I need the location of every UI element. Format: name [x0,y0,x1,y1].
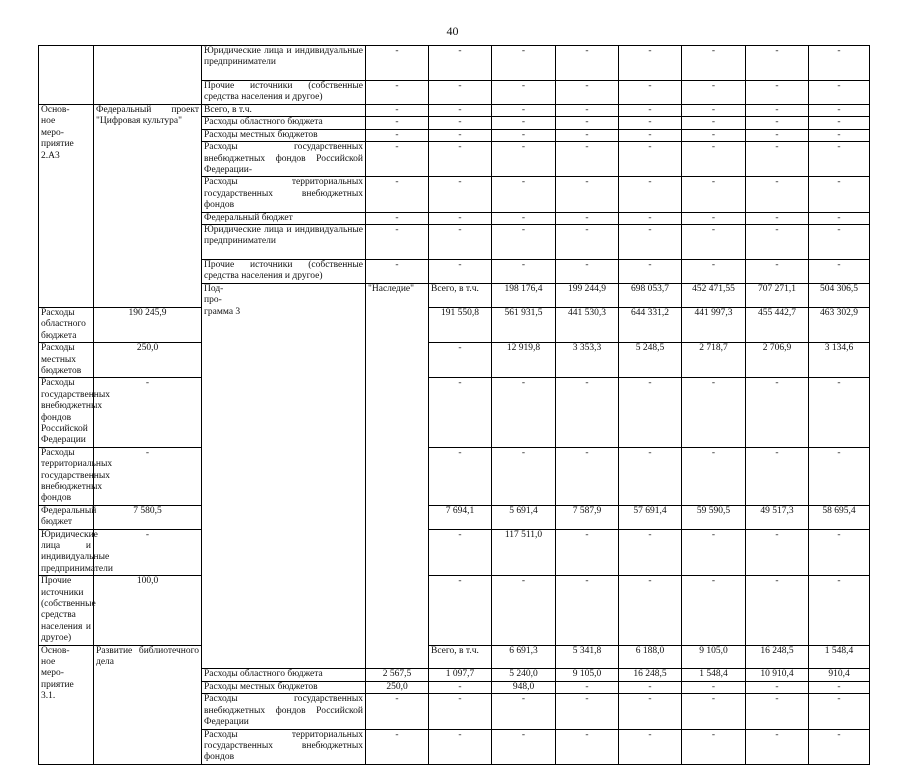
value-cell: - [492,576,556,645]
value-cell: - [682,529,746,576]
value-cell: 948,0 [492,681,556,693]
value-cell: - [682,225,746,260]
value-cell: - [556,576,619,645]
value-cell: 644 331,2 [619,307,682,342]
value-cell: - [746,694,809,729]
value-cell: - [366,105,429,117]
value-cell: - [556,447,619,505]
value-cell: - [492,177,556,212]
value-cell: - [94,529,202,576]
value-cell: - [682,117,746,129]
value-cell: 7 694,1 [429,505,492,529]
value-cell: 5 240,0 [492,669,556,681]
value-cell: - [619,681,682,693]
value-cell: - [746,105,809,117]
value-cell: 9 105,0 [556,669,619,681]
value-cell: - [682,447,746,505]
value-cell: 57 691,4 [619,505,682,529]
value-cell: - [492,212,556,224]
funding-source-cell: Расходы местных бюджетов [202,129,366,141]
value-cell: - [366,694,429,729]
value-cell: 190 245,9 [94,307,202,342]
program-name-cell: Развитие библиотечного дела [94,645,202,764]
value-cell: - [556,681,619,693]
value-cell: 12 919,8 [492,343,556,378]
value-cell: - [429,81,492,105]
value-cell: - [366,177,429,212]
value-cell: - [809,46,870,81]
value-cell: - [492,105,556,117]
value-cell: - [682,142,746,177]
program-code-cell: Под- про- грамма 3 [202,284,366,669]
value-cell: - [492,260,556,284]
value-cell: - [94,447,202,505]
value-cell: - [619,212,682,224]
value-cell: - [809,447,870,505]
value-cell: - [809,529,870,576]
funding-source-cell: Расходы государственных внебюджетных фондов Российской Федерации [202,694,366,729]
table-row [39,505,870,529]
value-cell: - [429,212,492,224]
value-cell: 10 910,4 [746,669,809,681]
value-cell: - [556,729,619,764]
funding-source-cell: Расходы территориальных государственных внебюджетных фондов [39,447,94,505]
funding-source-cell: Расходы территориальных государственных внебюджетных фондов [202,729,366,764]
value-cell: - [492,81,556,105]
value-cell: - [429,681,492,693]
value-cell: - [556,529,619,576]
value-cell: - [809,212,870,224]
funding-source-cell: Расходы областного бюджета [202,117,366,129]
value-cell: - [492,46,556,81]
value-cell: 7 587,9 [556,505,619,529]
value-cell: 455 442,7 [746,307,809,342]
value-cell: - [429,378,492,447]
value-cell: - [556,105,619,117]
value-cell: 59 590,5 [682,505,746,529]
value-cell: - [682,81,746,105]
value-cell: - [619,81,682,105]
value-cell: - [429,142,492,177]
value-cell: - [682,694,746,729]
program-name-cell: Федеральный проект "Цифровая культура" [94,105,202,308]
value-cell: - [429,447,492,505]
value-cell: - [492,447,556,505]
value-cell: 561 931,5 [492,307,556,342]
value-cell: - [366,260,429,284]
value-cell: 6 691,3 [492,645,556,669]
value-cell: - [366,212,429,224]
value-cell: - [366,81,429,105]
value-cell: - [619,105,682,117]
value-cell: - [429,117,492,129]
value-cell: 1 548,4 [682,669,746,681]
funding-source-cell: Расходы местных бюджетов [202,681,366,693]
value-cell: 198 176,4 [492,284,556,308]
table-row [39,105,870,117]
value-cell: - [429,260,492,284]
funding-source-cell: Юридические лица и индивидуальные предприниматели [202,46,366,81]
value-cell: - [809,81,870,105]
value-cell: - [746,81,809,105]
value-cell: - [682,729,746,764]
funding-source-cell: Расходы областного бюджета [202,669,366,681]
value-cell: 5 248,5 [619,343,682,378]
value-cell: - [746,177,809,212]
funding-source-cell: Расходы территориальных государственных внебюджетных фондов [202,177,366,212]
value-cell: - [809,129,870,141]
value-cell: - [619,225,682,260]
value-cell: - [809,378,870,447]
value-cell: 504 306,5 [809,284,870,308]
value-cell: - [809,260,870,284]
value-cell: - [809,105,870,117]
value-cell: - [429,225,492,260]
funding-source-cell: Прочие источники (собственные средства населения и другое) [202,260,366,284]
value-cell: - [809,117,870,129]
value-cell: 199 244,9 [556,284,619,308]
value-cell: - [682,105,746,117]
value-cell: - [682,212,746,224]
value-cell: - [682,576,746,645]
value-cell: - [809,694,870,729]
value-cell: - [682,681,746,693]
value-cell: - [682,46,746,81]
value-cell: - [556,225,619,260]
value-cell: - [556,46,619,81]
value-cell: - [809,177,870,212]
table-row [39,576,870,645]
value-cell: 2 706,9 [746,343,809,378]
value-cell: - [619,529,682,576]
value-cell: - [429,576,492,645]
value-cell: - [556,378,619,447]
funding-source-cell: Расходы государственных внебюджетных фондов Российской Федерации [39,378,94,447]
value-cell: - [746,529,809,576]
value-cell: - [429,343,492,378]
value-cell: - [746,46,809,81]
table-row [39,307,870,342]
value-cell: - [556,177,619,212]
value-cell: - [746,142,809,177]
value-cell: - [746,576,809,645]
funding-source-cell: Расходы государственных внебюджетных фондов Российской Федерации- [202,142,366,177]
value-cell: - [94,378,202,447]
value-cell: - [746,729,809,764]
program-code-cell: Основ- ное меро- приятие 3.1. [39,645,94,764]
table-row [39,378,870,447]
value-cell: 441 997,3 [682,307,746,342]
value-cell: - [556,142,619,177]
value-cell: - [619,117,682,129]
value-cell: - [556,260,619,284]
value-cell: 6 188,0 [619,645,682,669]
value-cell: 58 695,4 [809,505,870,529]
value-cell: - [746,212,809,224]
funding-source-cell: Всего, в т.ч. [429,645,492,669]
value-cell: 707 271,1 [746,284,809,308]
funding-source-cell: Расходы областного бюджета [39,307,94,342]
value-cell: - [556,212,619,224]
value-cell: - [492,117,556,129]
value-cell: 3 353,3 [556,343,619,378]
value-cell: 452 471,55 [682,284,746,308]
value-cell: 250,0 [94,343,202,378]
value-cell: 910,4 [809,669,870,681]
value-cell: 9 105,0 [682,645,746,669]
value-cell: - [809,681,870,693]
value-cell: - [492,378,556,447]
funding-source-cell: Юридические лица и индивидуальные предприниматели [39,529,94,576]
funding-source-cell: Юридические лица и индивидуальные предприниматели [202,225,366,260]
value-cell: - [429,694,492,729]
value-cell: - [619,260,682,284]
value-cell: - [492,225,556,260]
table-row [39,343,870,378]
value-cell: - [619,576,682,645]
value-cell: 16 248,5 [746,645,809,669]
value-cell: - [556,129,619,141]
value-cell: 117 511,0 [492,529,556,576]
value-cell: - [809,142,870,177]
value-cell: - [619,378,682,447]
value-cell: - [682,378,746,447]
value-cell: - [619,447,682,505]
value-cell: - [619,129,682,141]
table-row [39,46,870,81]
value-cell: 5 341,8 [556,645,619,669]
value-cell: 250,0 [366,681,429,693]
value-cell: - [746,447,809,505]
budget-table [38,45,870,765]
program-code-cell: Основ- ное меро- приятие 2.А3 [39,105,94,308]
value-cell: 463 302,9 [809,307,870,342]
funding-source-cell: Федеральный бюджет [39,505,94,529]
value-cell: 7 580,5 [94,505,202,529]
value-cell: - [746,117,809,129]
value-cell: - [809,225,870,260]
value-cell: - [619,729,682,764]
value-cell: 698 053,7 [619,284,682,308]
value-cell: 5 691,4 [492,505,556,529]
value-cell: - [809,729,870,764]
funding-source-cell: Всего, в т.ч. [202,105,366,117]
table-row [39,447,870,505]
value-cell: - [429,729,492,764]
value-cell: - [809,576,870,645]
funding-source-cell: Расходы местных бюджетов [39,343,94,378]
value-cell: 16 248,5 [619,669,682,681]
funding-source-cell: Всего, в т.ч. [429,284,492,308]
value-cell: - [619,177,682,212]
value-cell: - [366,46,429,81]
value-cell: 191 550,8 [429,307,492,342]
value-cell: - [746,260,809,284]
value-cell: - [429,129,492,141]
value-cell: - [682,177,746,212]
value-cell: - [492,142,556,177]
value-cell: 2 567,5 [366,669,429,681]
value-cell: - [682,260,746,284]
value-cell: - [366,729,429,764]
program-code-cell [39,46,94,105]
value-cell: - [619,142,682,177]
table-row [39,529,870,576]
value-cell: 3 134,6 [809,343,870,378]
value-cell: - [429,105,492,117]
value-cell: - [366,225,429,260]
value-cell: - [746,378,809,447]
value-cell: - [556,694,619,729]
value-cell: 1 097,7 [429,669,492,681]
value-cell: - [366,117,429,129]
funding-source-cell: Федеральный бюджет [202,212,366,224]
value-cell: 49 517,3 [746,505,809,529]
value-cell: - [492,694,556,729]
page-number: 40 [446,24,459,38]
value-cell: - [429,177,492,212]
value-cell: - [556,117,619,129]
value-cell: - [746,681,809,693]
value-cell: - [746,225,809,260]
program-name-cell [94,46,202,105]
value-cell: - [556,81,619,105]
value-cell: - [619,46,682,81]
table-row [39,645,870,669]
value-cell: 2 718,7 [682,343,746,378]
value-cell: - [366,142,429,177]
value-cell: - [429,529,492,576]
program-name-cell: "Наследие" [366,284,429,669]
value-cell: - [682,129,746,141]
value-cell: - [492,729,556,764]
value-cell: - [492,129,556,141]
value-cell: - [619,694,682,729]
value-cell: - [746,129,809,141]
value-cell: 1 548,4 [809,645,870,669]
value-cell: 441 530,3 [556,307,619,342]
value-cell: - [366,129,429,141]
value-cell: - [429,46,492,81]
funding-source-cell: Прочие источники (собственные средства населения и другое) [39,576,94,645]
funding-source-cell: Прочие источники (собственные средства населения и другое) [202,81,366,105]
value-cell: 100,0 [94,576,202,645]
